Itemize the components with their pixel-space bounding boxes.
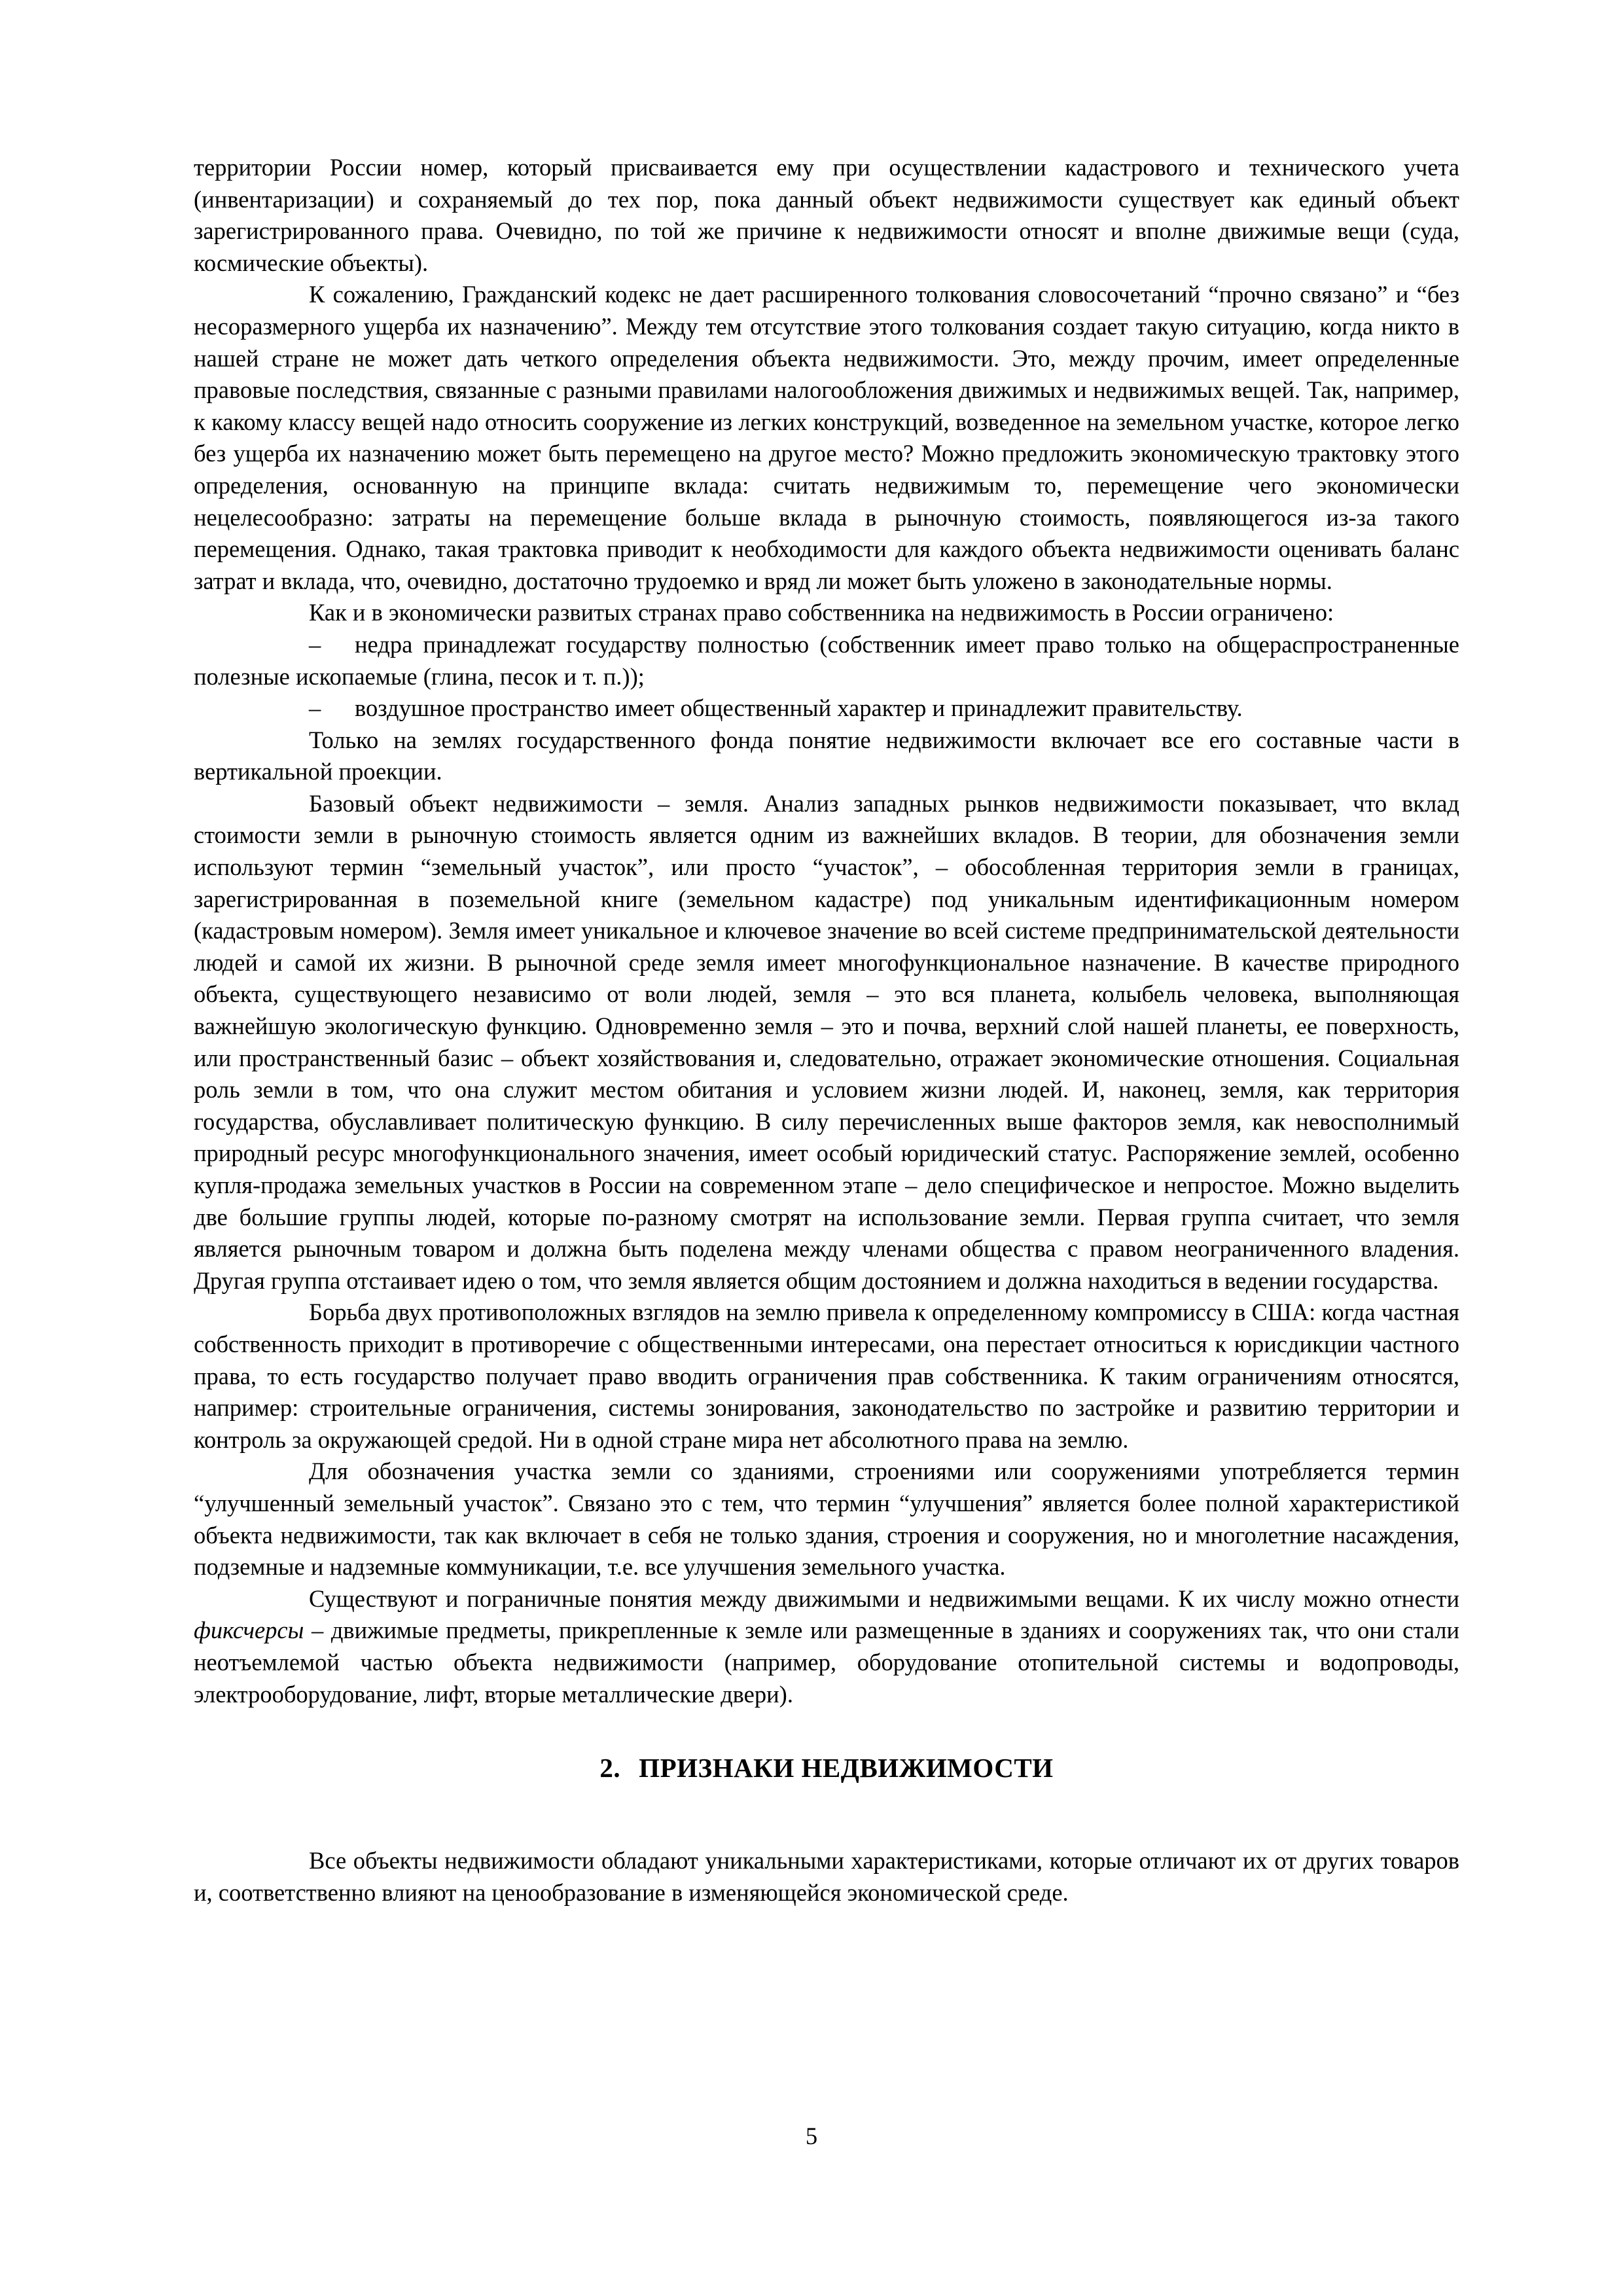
list-dash: – (309, 630, 321, 658)
page-body (194, 152, 1459, 1909)
paragraph-2: К сожалению, Гражданский кодекс не дает расширенного толкования словосочетаний “прочно связано” и “без несоразмерного ущерба их назначению”. Между тем отсутствие этого толкования создает такую ситуацию, когда никто в нашей стране не может дать четкого определения объекта недвижимости. Это, между прочим, имеет определенные правовые последствия, связанные с разными правилами налогообложения движимых и недвижимых вещей. Так, например, к какому классу вещей надо относить сооружение из легких конструкций, возведенное на земельном участке, которое легко без ущерба их назначению может быть перемещено на другое место? Можно предложить экономическую трактовку этого определения, основанную на принципе вклада: считать недвижимым то, перемещение чего экономически нецелесообразно: затраты на перемещение больше вклада в рыночную стоимость, появляющегося из-за такого перемещения. Однако, такая трактовка приводит к необходимости для каждого объекта недвижимости оценивать баланс затрат и вклада, что, очевидно, достаточно трудоемко и вряд ли может быть уложено в законодательные нормы. (194, 281, 1459, 594)
paragraph-3: Как и в экономически развитых странах право собственника на недвижимость в России ограничено: (309, 599, 1334, 626)
page-number: 5 (805, 2123, 818, 2149)
paragraph-9: Все объекты недвижимости обладают уникальными характеристиками, которые отличают их от других товаров и, соответственно влияют на ценообразование в изменяющейся экономической среде. (194, 1847, 1459, 1906)
list-item-1-text: недра принадлежат государству полностью (собственник имеет право только на общераспространенные полезные ископаемые (глина, песок и т. п.)); (194, 630, 1459, 690)
paragraph-8-start: Существуют и пограничные понятия между движимыми и недвижимыми вещами. К их числу можно отнести (309, 1585, 1459, 1612)
paragraph-1: территории России номер, который присваивается ему при осуществлении кадастрового и технического учета (инвентаризации) и сохраняемый до тех пор, пока данный объект недвижимости существует как единый объект зарегистрированного права. Очевидно, по той же причине к недвижимости относят и вполне движимые вещи (суда, космические объекты). (194, 154, 1459, 276)
paragraph-5: Базовый объект недвижимости – земля. Анализ западных рынков недвижимости показывает, что вклад стоимости земли в рыночную стоимость является одним из важнейших вкладов. В теории, для обозначения земли используют термин “земельный участок”, или просто “участок”, – обособленная территория земли в границах, зарегистрированная в поземельной книге (земельном кадастре) под уникальным идентификационным номером (кадастровым номером). Земля имеет уникальное и ключевое значение во всей системе предпринимательской деятельности людей и самой их жизни. В рыночной среде земля имеет многофункциональное назначение. В качестве природного объекта, существующего независимо от воли людей, земля – это вся планета, колыбель человека, выполняющая важнейшую экологическую функцию. Одновременно земля – это и почва, верхний слой нашей планеты, ее поверхность, или пространственный базис – объект хозяйствования и, следовательно, отражает экономические отношения. Социальная роль земли в том, что она служит местом обитания и условием жизни людей. И, наконец, земля, как территория государства, обуславливает политическую функцию. В силу перечисленных выше факторов земля, как невосполнимый природный ресурс многофункционального значения, имеет особый юридический статус. Распоряжение землей, особенно купля-продажа земельных участков в России на современном этапе – дело специфическое и непростое. Можно выделить две большие группы людей, которые по-разному смотрят на использование земли. Первая группа считает, что земля является рыночным товаром и должна быть поделена между членами общества с правом неограниченного владения. Другая группа отстаивает идею о том, что земля является общим достоянием и должна находиться в ведении государства. (194, 789, 1459, 1294)
section-heading (194, 1751, 1459, 1785)
list-dash: – (309, 694, 321, 722)
section-title: ПРИЗНАКИ НЕДВИЖИМОСТИ (639, 1753, 1054, 1784)
paragraph-6: Борьба двух противоположных взглядов на землю привела к определенному компромиссу в США: когда частная собственность приходит в противоречие с общественными интересами, она перестает относиться к юрисдикции частного права, то есть государство получает право вводить ограничения прав собственника. К таким ограничениям относятся, например: строительные ограничения, системы зонирования, законодательство по застройке и развитию территории и контроль за окружающей средой. Ни в одной стране мира нет абсолютного права на землю. (194, 1299, 1459, 1453)
list-item-1 (194, 629, 1459, 692)
paragraph-8 (194, 1583, 1459, 1710)
list-item-2-text: воздушное пространство имеет общественный характер и принадлежит правительству. (355, 694, 1243, 722)
term-fixtures: фиксчерсы (194, 1617, 304, 1644)
paragraph-7: Для обозначения участка земли со зданиями, строениями или сооружениями употребляется термин “улучшенный земельный участок”. Связано это с тем, что термин “улучшения” является более полной характеристикой объекта недвижимости, так как включает в себя не только здания, строения и сооружения, но и многолетние насаждения, подземные и надземные коммуникации, т.е. все улучшения земельного участка. (194, 1458, 1459, 1581)
paragraph-4: Только на землях государственного фонда понятие недвижимости включает все его составные части в вертикальной проекции. (194, 726, 1459, 785)
paragraph-8-end: – движимые предметы, прикрепленные к земле или размещенные в зданиях и сооружениях так, что они стали неотъемлемой частью объекта недвижимости (например, оборудование отопительной системы и водопроводы, электрооборудование, лифт, вторые металлические двери). (194, 1617, 1459, 1708)
list-item-2 (194, 692, 1459, 725)
section-number: 2. (599, 1753, 621, 1784)
